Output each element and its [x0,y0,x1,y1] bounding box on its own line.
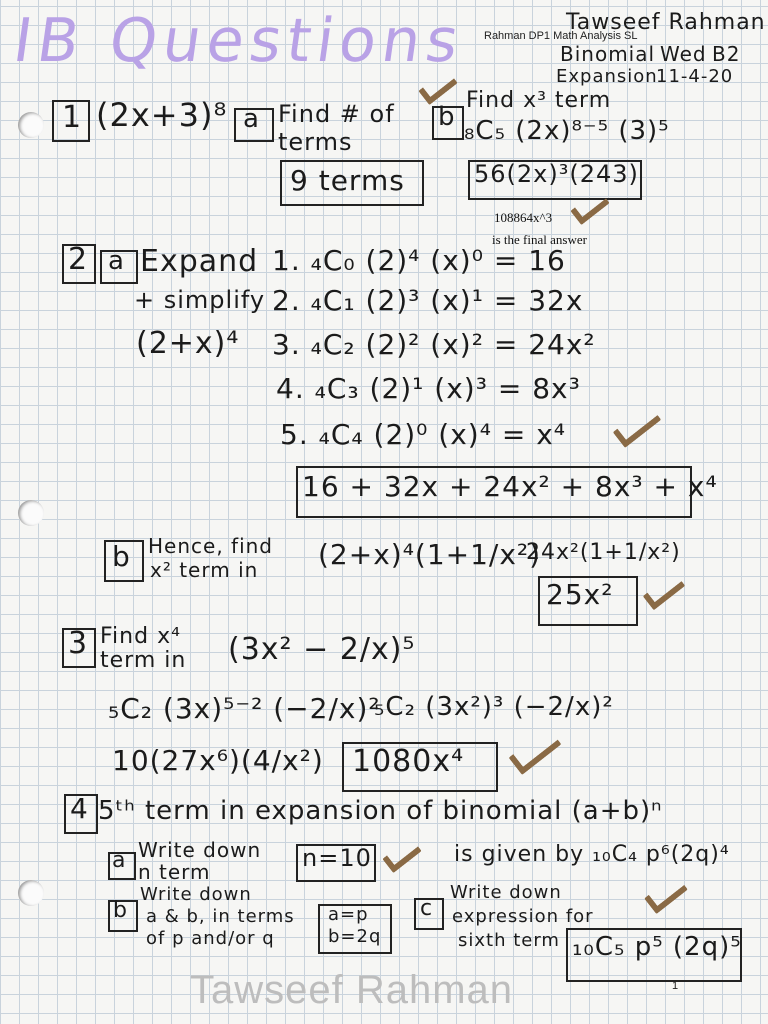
q2a-prompt-2: + simplify [134,286,266,314]
q1-note-line2: is the final answer [492,232,587,247]
q2b-work: 24x²(1+1/x²) [526,540,681,565]
q4b-answer-2: b=2q [328,926,382,947]
q1-note-line1: 108864x^3 [494,210,553,225]
author-name: Tawseef Rahman [566,10,766,35]
q3-number: 3 [68,626,89,661]
q1-number: 1 [62,100,83,135]
q4-number: 4 [70,792,89,825]
q1b-work: ₈C₅ (2x)⁸⁻⁵ (3)⁵ [464,116,670,146]
q1b-answer: 56(2x)³(243) [474,160,639,188]
q4c-checkmark [644,874,688,914]
q1a-label: a [243,104,260,134]
q2b-expression: (2+x)⁴(1+1/x²) [318,538,542,571]
q1b-prompt: Find x³ term [466,88,612,113]
q4-prompt: 5ᵗʰ term in expansion of binomial (a+b)ⁿ [98,796,663,826]
q4a-answer: n=10 [302,844,372,872]
q2a-expression: (2+x)⁴ [136,326,240,361]
q2a-checkmark [613,404,662,448]
q2a-prompt-1: Expand [140,244,259,279]
typed-label: Rahman DP1 Math Analysis SL [484,30,638,42]
q4a-prompt-1: Write down [138,838,262,862]
binder-hole-middle [18,500,44,526]
q2b-checkmark [643,572,686,611]
q4a-label: a [112,848,127,873]
q2b-prompt-2: x² term in [150,558,259,582]
q4b-answer-1: a=p [328,904,369,925]
date: 11-4-20 [656,66,734,87]
q3-expression: (3x² − 2/x)⁵ [228,632,416,667]
q3-answer: 1080x⁴ [352,744,465,779]
q4a-prompt-2: n term [138,860,211,884]
q3-work-3: 10(27x⁶)(4/x²) [112,744,324,777]
q4c-prompt-3: sixth term [458,930,560,951]
day: Wed [660,42,707,66]
q1-expression: (2x+3)⁸ [96,96,228,134]
page-marker: 1 [672,980,679,992]
q2b-prompt-1: Hence, find [148,534,274,558]
q2a-answer: 16 + 32x + 24x² + 8x³ + x⁴ [302,470,718,503]
q3-checkmark [509,727,562,775]
binder-hole-bottom [18,880,44,906]
q4a-checkmark [382,837,421,873]
q4b-prompt-3: of p and/or q [146,928,275,949]
q1a-prompt: Find # of terms [278,100,395,156]
q2-step-3: 3. ₄C₂ (2)² (x)² = 24x² [272,328,596,361]
topic: Binomial [560,42,656,66]
q4b-prompt-1: Write down [140,884,252,905]
q1b-label: b [438,102,456,132]
q4c-prompt-2: expression for [452,906,594,927]
q4c-prompt-1: Write down [450,882,562,903]
subtopic: Expansion [556,66,658,87]
page-title: IB Questions [9,6,469,76]
q4-given: is given by ₁₀C₄ p⁶(2q)⁴ [454,842,730,867]
q4b-label: b [113,898,128,923]
q2b-label: b [112,540,131,573]
q2-step-4: 4. ₄C₃ (2)¹ (x)³ = 8x³ [276,372,581,405]
binder-hole-top [18,112,44,138]
q2-step-5: 5. ₄C₄ (2)⁰ (x)⁴ = x⁴ [280,418,567,451]
q3-work-1: ₅C₂ (3x)⁵⁻² (−2/x)² [108,692,381,725]
q4b-prompt-2: a & b, in terms [146,906,295,927]
q2a-label: a [108,246,125,276]
q1a-answer: 9 terms [290,164,405,197]
q3-work-2: ₅C₂ (3x²)³ (−2/x)² [374,692,614,722]
q4c-label: c [420,896,434,921]
q3-prompt-2: term in [100,648,187,673]
q3-prompt-1: Find x⁴ [100,624,181,649]
block: B2 [712,42,741,66]
q2-number: 2 [68,242,89,277]
q4c-answer: ₁₀C₅ p⁵ (2q)⁵ [572,932,742,962]
q2-step-1: 1. ₄C₀ (2)⁴ (x)⁰ = 16 [272,244,566,277]
q2-step-2: 2. ₄C₁ (2)³ (x)¹ = 32x [272,284,584,317]
watermark: Tawseef Rahman [190,968,514,1012]
q2b-answer: 25x² [546,578,614,611]
